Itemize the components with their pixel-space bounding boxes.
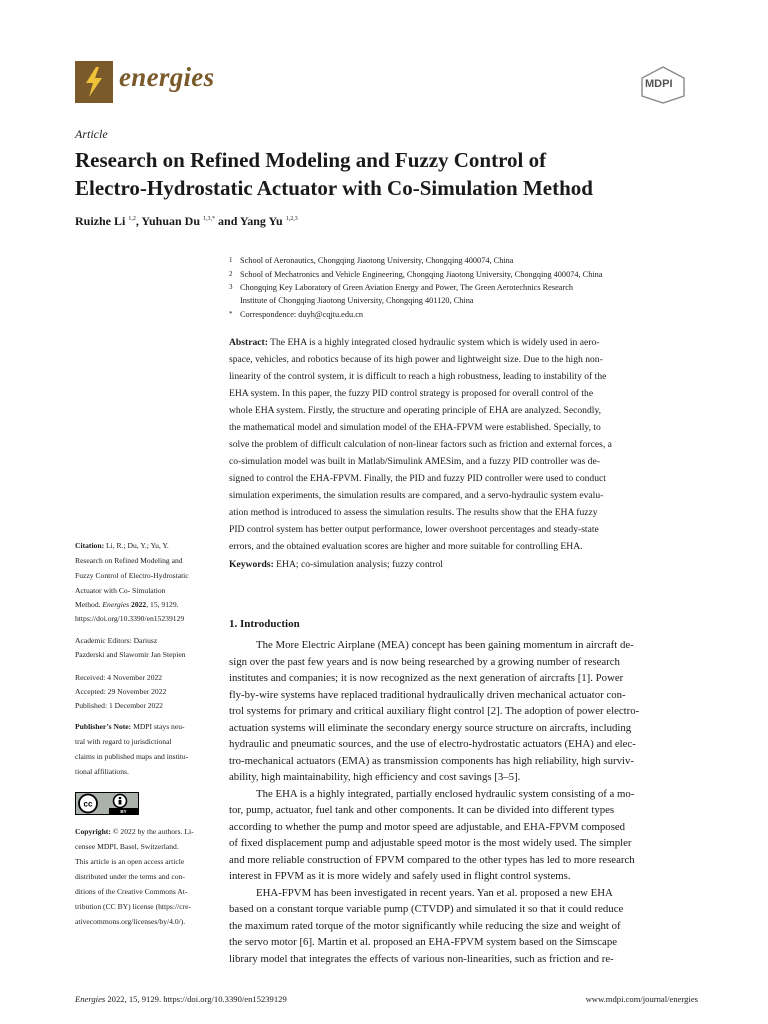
publisher-note-line <box>75 722 185 731</box>
abstract-line: EHA system. In this paper, the fuzzy PID control strategy is proposed for overall control of the <box>229 388 594 399</box>
abstract-line: signed to control the EHA-FPVM. Finally, the PID and fuzzy PID controller were used to conduct <box>229 473 606 484</box>
cc-badge-text: cc <box>83 799 93 809</box>
license-link[interactable]: ativecommons.org/licenses/by/4.0/). <box>75 917 186 926</box>
date-received: Received: 4 November 2022 <box>75 673 163 682</box>
affiliation-number: * <box>229 310 233 318</box>
publisher-name: MDPI <box>645 78 673 90</box>
citation-line <box>75 600 179 609</box>
author-name: Yang Yu <box>239 214 283 228</box>
abstract-line <box>229 337 599 348</box>
abstract-line: co-simulation model was built in Matlab/Simulink AMESim, and a fuzzy PID controller was de- <box>229 456 600 467</box>
citation-line: Fuzzy Control of Electro-Hydrostatic <box>75 571 189 580</box>
citation-label: Citation: <box>75 541 105 550</box>
body-line: EHA-FPVM has been investigated in recent years. Yan et al. proposed a new EHA <box>256 887 613 899</box>
footer-citation <box>75 994 287 1004</box>
abstract-label: Abstract: <box>229 337 268 348</box>
publisher-note-text: MDPI stays neu- <box>131 722 185 731</box>
copyright-text: © 2022 by the authors. Li- <box>110 827 194 836</box>
citation-text: Li, R.; Du, Y.; Yu, Y. <box>104 541 169 550</box>
author-list <box>75 214 298 229</box>
affiliation-number: 3 <box>229 283 233 291</box>
journal-logo <box>75 61 113 103</box>
abstract-line: the mathematical model and simulation model of the EHA-FPVM were established. Specially, to <box>229 422 601 433</box>
copyright-line: tribution (CC BY) license (https://cre- <box>75 902 191 911</box>
author-affil-sup: 1,2,3 <box>285 216 298 222</box>
abstract-line: solve the problem of difficult calculation of non-linear factors such as friction and external forces, a <box>229 439 612 450</box>
citation-line: Actuator with Co- Simulation <box>75 586 166 595</box>
editors-line: Pazderski and Slawomir Jan Stepien <box>75 650 186 659</box>
cc-by-license-badge[interactable] <box>75 792 139 815</box>
author-affil-sup: 1,2 <box>128 216 136 222</box>
copyright-line: censee MDPI, Basel, Switzerland. <box>75 842 179 851</box>
body-line: tro-mechanical actuators (EMA) as transmission components has high reliability, high surviv- <box>229 755 634 767</box>
keywords-text: EHA; co-simulation analysis; fuzzy control <box>273 559 443 570</box>
article-type: Article <box>75 127 108 141</box>
citation-volume: , 15, 9129. <box>146 600 179 609</box>
body-line: actuation systems will eliminate the secondary energy source structure on aircrafts, including <box>229 722 632 734</box>
body-line: institutes and companies; it is now recognized as the next generation of aircrafts [1]. Power <box>229 672 624 684</box>
body-line: The More Electric Airplane (MEA) concept has been gaining momentum in aircraft de- <box>256 639 634 651</box>
title-line: Electro-Hydrostatic Actuator with Co-Simulation Method <box>75 176 593 200</box>
publisher-note-line: tral with regard to jurisdictional <box>75 737 172 746</box>
keywords <box>229 559 443 570</box>
keywords-label: Keywords: <box>229 559 274 570</box>
journal-name: energies <box>119 62 215 92</box>
copyright-line <box>75 827 194 836</box>
footer-journal: Energies <box>75 994 106 1004</box>
publisher-note-line: claims in published maps and institu- <box>75 752 189 761</box>
body-line: the maximum rated torque of the motor significantly while reducing the size and weight of <box>229 920 621 932</box>
author-name: Yuhuan Du <box>141 214 201 228</box>
body-line: according to whether the pump and motor speed are adjustable, and EHA-FPVM composed <box>229 821 626 833</box>
affiliation-number: 1 <box>229 256 233 264</box>
body-line: ability, high maintainability, high efficiency and cost savings [3–5]. <box>229 771 521 783</box>
citation-journal: Energies <box>102 600 130 609</box>
copyright-line: This article is an open access article <box>75 857 185 866</box>
abstract-text: The EHA is a highly integrated closed hydraulic system which is widely used in aero- <box>267 337 600 348</box>
body-line: fly-by-wire systems have replaced traditional hydraulically driven mechanical actuator con- <box>229 689 626 701</box>
abstract-line: space, vehicles, and robotics because of its high power and lightweight size. Due to the high non- <box>229 354 603 365</box>
citation-year: 2022 <box>129 600 147 609</box>
publisher-note-label: Publisher’s Note: <box>75 722 132 731</box>
footer-doi: 2022, 15, 9129. https://doi.org/10.3390/en15239129 <box>105 994 287 1004</box>
correspondence: Correspondence: duyh@cqjtu.edu.cn <box>240 310 364 319</box>
author-name: Ruizhe Li <box>75 214 126 228</box>
author-separator: , <box>135 214 142 228</box>
section-heading: 1. Introduction <box>229 618 300 630</box>
body-line: trol systems for primary and critical auxiliary flight control [2]. The adoption of power electro- <box>229 705 640 717</box>
affiliation-text: Institute of Chongqing Jiaotong University, Chongqing 401120, China <box>240 296 474 305</box>
copyright-line: ditions of the Creative Commons At- <box>75 887 188 896</box>
abstract-line: errors, and the obtained evaluation scores are higher and more suitable for controlling EHA. <box>229 541 583 552</box>
abstract-line: ation method is introduced to assess the simulation results. The results show that the EHA fuzzy <box>229 507 598 518</box>
body-line: library model that integrates the effects of various non-linearities, such as friction and re- <box>229 953 614 965</box>
copyright-label: Copyright: <box>75 827 111 836</box>
body-line: interest in FPVM as it is more widely and safely used in flight control systems. <box>229 870 571 882</box>
affiliation-text: Chongqing Key Laboratory of Green Aviation Energy and Power, The Green Aerotechnics Research <box>240 283 574 292</box>
affiliation-text: School of Aeronautics, Chongqing Jiaotong University, Chongqing 400074, China <box>240 256 514 265</box>
body-line: of fixed displacement pump and adjustable speed motor is the most widely used. The simpler <box>229 837 632 849</box>
footer-journal-url[interactable]: www.mdpi.com/journal/energies <box>585 994 698 1004</box>
abstract-line: PID control system has better output performance, lower overshoot percentages and steady-state <box>229 524 599 535</box>
body-line: the servo motor [6]. Martin et al. proposed an EHA-FPVM system based on the Simscape <box>229 936 618 948</box>
copyright-line: distributed under the terms and con- <box>75 872 185 881</box>
title-line: Research on Refined Modeling and Fuzzy Control of <box>75 148 547 172</box>
affiliation-text: School of Mechatronics and Vehicle Engineering, Chongqing Jiaotong University, Chongqing 400074, China <box>240 270 603 279</box>
date-accepted: Accepted: 29 November 2022 <box>75 687 167 696</box>
by-badge-text: BY <box>120 809 127 815</box>
citation-line: Research on Refined Modeling and <box>75 556 183 565</box>
body-line: tor, pump, actuator, fuel tank and other components. It can be divided into different types <box>229 804 615 816</box>
citation-doi-link[interactable]: https://doi.org/10.3390/en15239129 <box>75 614 185 623</box>
body-line: hydraulic and pneumatic sources, and the use of electro-hydrostatic actuators (EHA) and elec- <box>229 738 636 750</box>
author-separator: and <box>215 214 240 228</box>
date-published: Published: 1 December 2022 <box>75 701 163 710</box>
editors-line: Academic Editors: Dariusz <box>75 636 158 645</box>
publisher-note-line: tional affiliations. <box>75 767 129 776</box>
citation-text: Method. <box>75 600 103 609</box>
body-line: and more reliable construction of FPVM compared to the other types has led to more research <box>229 854 635 866</box>
abstract-line: linearity of the control system, it is difficult to reach a high robustness, leading to instability of the <box>229 371 607 382</box>
citation-line <box>75 541 169 550</box>
abstract-line: whole EHA system. Firstly, the structure and operating principle of EHA are analyzed. Secondly, <box>229 405 602 416</box>
abstract-line: simulation experiments, the simulation results are compared, and a servo-hydraulic system evalu- <box>229 490 604 501</box>
body-line: sign over the past few years and is now being researched by a growing number of research <box>229 656 620 668</box>
body-line: based on a constant torque variable pump (CTVDP) and simulated it so that it could reduce <box>229 903 624 915</box>
affiliation-number: 2 <box>229 270 233 278</box>
author-affil-sup: 1,3,* <box>203 216 216 222</box>
body-line: The EHA is a highly integrated, partially enclosed hydraulic system consisting of a mo- <box>256 788 635 800</box>
